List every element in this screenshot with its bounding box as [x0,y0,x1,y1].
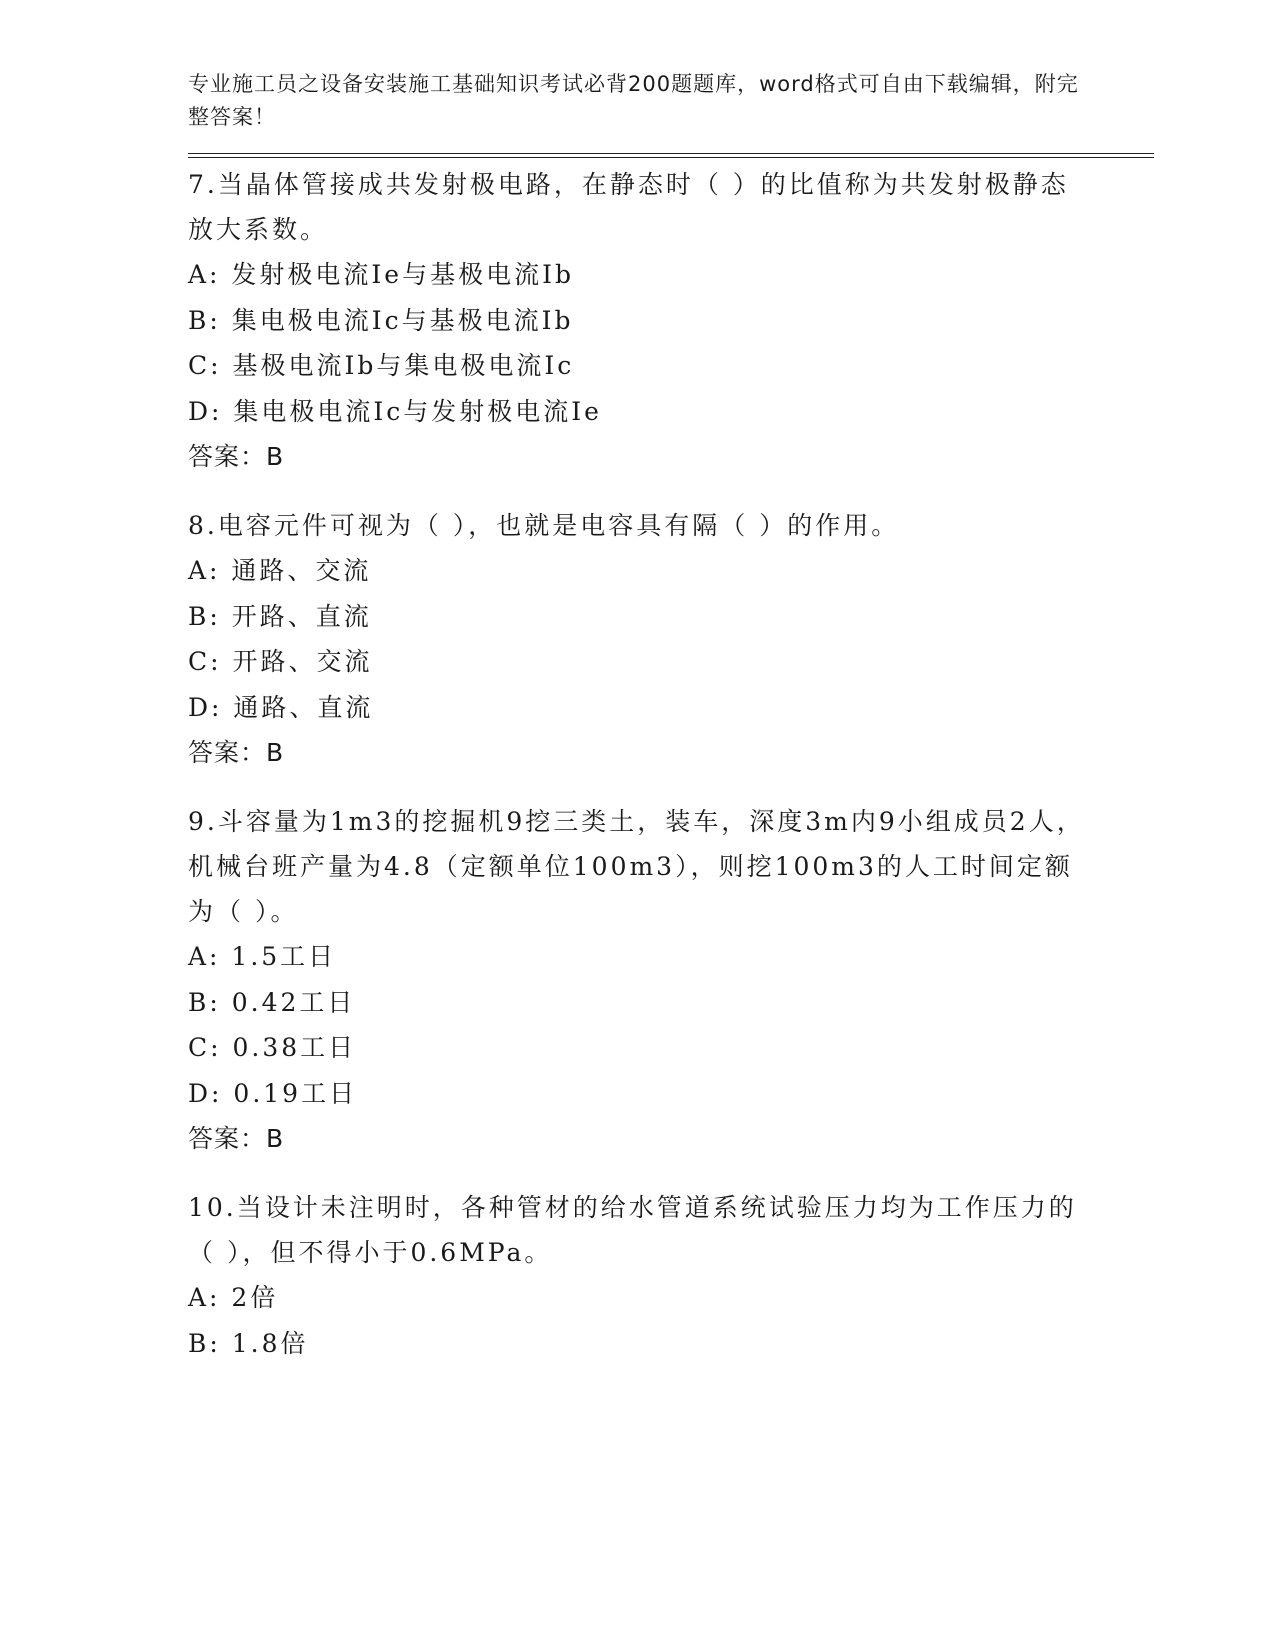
option-b: B: 0.42工日 [188,987,356,1017]
option-d: D: 通路、直流 [188,692,374,722]
question-text: 7.当晶体管接成共发射极电路，在静态时（ ）的比值称为共发射极静态放大系数。 [188,170,1069,244]
question-10 [188,1185,1154,1366]
answer-label: 答案：B [188,442,285,471]
option-a: A: 2倍 [188,1283,279,1312]
answer-label: 答案：B [188,738,285,767]
question-text: 9.斗容量为1m3的挖掘机9挖三类土，装车，深度3m内9小组成员2人，机械台班产量为4.8（定额单位100m3），则挖100m3的人工时间定额为（ ）。 [188,807,1085,926]
option-d: D: 0.19工日 [188,1078,358,1108]
option-d: D: 集电极电流Ic与发射极电流Ie [188,396,602,426]
answer-label: 答案：B [188,1124,285,1153]
question-8 [188,503,1154,775]
document-header: 专业施工员之设备安装施工基础知识考试必背200题题库，word格式可自由下载编辑，附完整答案！ [188,72,1079,129]
option-a: A: 通路、交流 [188,556,372,585]
question-7 [188,162,1154,479]
option-a: A: 1.5工日 [188,942,337,971]
option-a: A: 发射极电流Ie与基极电流Ib [188,260,574,289]
option-c: C: 开路、交流 [188,647,373,676]
option-c: C: 基极电流Ib与集电极电流Ic [188,351,575,380]
option-b: B: 集电极电流Ic与基极电流Ib [188,305,574,335]
question-list [188,162,1154,1366]
document-page [188,68,1154,1390]
option-c: C: 0.38工日 [188,1033,357,1062]
option-b: B: 开路、直流 [188,601,372,631]
question-9 [188,799,1154,1161]
question-text: 10.当设计未注明时，各种管材的给水管道系统试验压力均为工作压力的（ ），但不得小于0.6MPa。 [188,1193,1077,1267]
option-b: B: 1.8倍 [188,1328,309,1358]
header-divider [188,153,1154,158]
question-text: 8.电容元件可视为（ ），也就是电容具有隔（ ）的作用。 [188,511,900,540]
